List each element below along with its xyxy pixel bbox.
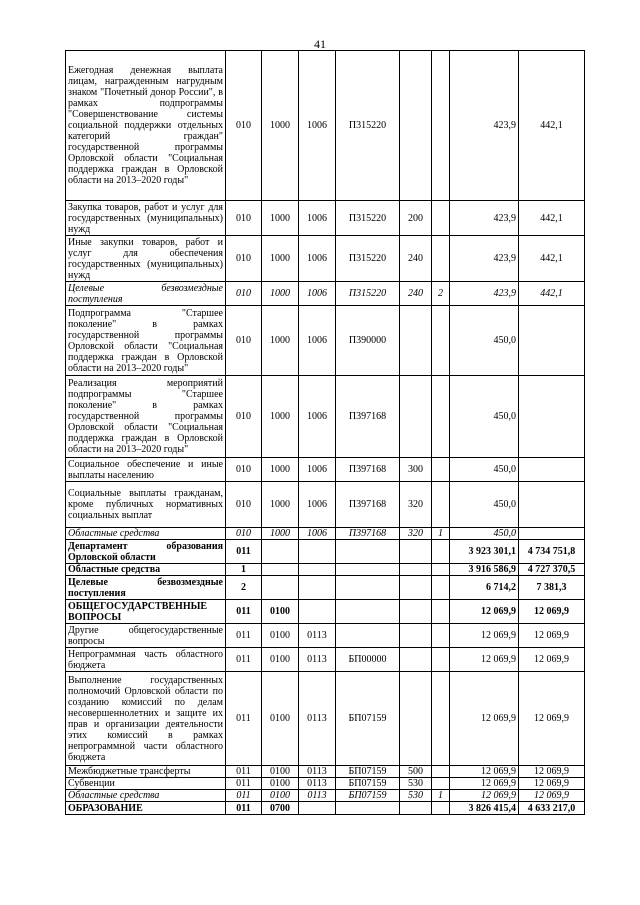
amount-year-2: 12 069,9 — [519, 672, 585, 766]
amount-year-2: 12 069,9 — [519, 648, 585, 672]
expense-type-code — [400, 376, 432, 458]
funding-source-code: 2 — [432, 282, 450, 306]
grbs-code: 2 — [226, 576, 262, 600]
section-code: 1000 — [262, 201, 299, 236]
funding-source-code — [432, 564, 450, 576]
table-row — [66, 540, 585, 564]
expense-type-code — [400, 648, 432, 672]
row-name: Межбюджетные трансферты — [66, 766, 226, 778]
amount-year-1: 3 916 586,9 — [450, 564, 519, 576]
amount-year-2: 12 069,9 — [519, 766, 585, 778]
row-name: Выполнение государственных полномочий Орловской области по созданию комиссий по делам несовершеннолетних и защите их прав и организации деятельности этих комиссий в рамках непрограммной части областного бюджета — [66, 672, 226, 766]
expense-type-code — [400, 802, 432, 815]
funding-source-code — [432, 306, 450, 376]
budget-table-body — [66, 51, 585, 815]
section-code: 0100 — [262, 790, 299, 802]
amount-year-2: 12 069,9 — [519, 790, 585, 802]
amount-year-2: 4 734 751,8 — [519, 540, 585, 564]
table-row — [66, 51, 585, 201]
target-article-code — [336, 564, 400, 576]
expense-type-code: 320 — [400, 528, 432, 540]
amount-year-1: 12 069,9 — [450, 600, 519, 624]
expense-type-code: 320 — [400, 482, 432, 528]
target-article-code: П397168 — [336, 458, 400, 482]
grbs-code: 011 — [226, 672, 262, 766]
subsection-code: 1006 — [299, 201, 336, 236]
funding-source-code: 1 — [432, 528, 450, 540]
grbs-code: 011 — [226, 540, 262, 564]
grbs-code: 011 — [226, 790, 262, 802]
grbs-code: 011 — [226, 648, 262, 672]
section-code: 0100 — [262, 672, 299, 766]
expense-type-code: 530 — [400, 778, 432, 790]
row-name: Социальное обеспечение и иные выплаты населению — [66, 458, 226, 482]
table-row — [66, 600, 585, 624]
amount-year-1: 423,9 — [450, 51, 519, 201]
amount-year-2: 12 069,9 — [519, 600, 585, 624]
expense-type-code: 240 — [400, 236, 432, 282]
grbs-code: 010 — [226, 201, 262, 236]
row-name: Областные средства — [66, 790, 226, 802]
subsection-code: 1006 — [299, 51, 336, 201]
row-name: Ежегодная денежная выплата лицам, награжденным нагрудным знаком "Почетный донор России", в рамках подпрограммы "Совершенствование системы социальной поддержки отдельных категорий граждан" государственной программы Орловской области "Социальная поддержка граждан в Орловской области на 2013–2020 годы" — [66, 51, 226, 201]
row-name: ОБРАЗОВАНИЕ — [66, 802, 226, 815]
amount-year-1: 450,0 — [450, 482, 519, 528]
target-article-code — [336, 624, 400, 648]
amount-year-1: 12 069,9 — [450, 766, 519, 778]
target-article-code: П397168 — [336, 482, 400, 528]
target-article-code: БП07159 — [336, 766, 400, 778]
page-number: 41 — [314, 37, 326, 51]
target-article-code — [336, 802, 400, 815]
amount-year-1: 3 826 415,4 — [450, 802, 519, 815]
target-article-code: П315220 — [336, 282, 400, 306]
section-code: 0100 — [262, 624, 299, 648]
amount-year-2: 12 069,9 — [519, 624, 585, 648]
expense-type-code — [400, 672, 432, 766]
table-row — [66, 576, 585, 600]
amount-year-1: 450,0 — [450, 458, 519, 482]
expense-type-code — [400, 564, 432, 576]
funding-source-code — [432, 672, 450, 766]
target-article-code — [336, 540, 400, 564]
row-name: Закупка товаров, работ и услуг для государственных (муниципальных) нужд — [66, 201, 226, 236]
grbs-code: 010 — [226, 51, 262, 201]
subsection-code: 1006 — [299, 528, 336, 540]
table-row — [66, 766, 585, 778]
expense-type-code: 200 — [400, 201, 432, 236]
target-article-code: П397168 — [336, 376, 400, 458]
expense-type-code — [400, 576, 432, 600]
table-row — [66, 778, 585, 790]
amount-year-2 — [519, 528, 585, 540]
amount-year-1: 450,0 — [450, 376, 519, 458]
table-row — [66, 306, 585, 376]
table-row — [66, 564, 585, 576]
section-code — [262, 576, 299, 600]
table-row — [66, 458, 585, 482]
row-name: Непрограммная часть областного бюджета — [66, 648, 226, 672]
amount-year-2 — [519, 482, 585, 528]
expense-type-code — [400, 306, 432, 376]
section-code: 0100 — [262, 766, 299, 778]
section-code: 1000 — [262, 236, 299, 282]
grbs-code: 011 — [226, 766, 262, 778]
amount-year-1: 450,0 — [450, 528, 519, 540]
funding-source-code — [432, 201, 450, 236]
funding-source-code — [432, 576, 450, 600]
expense-type-code — [400, 624, 432, 648]
grbs-code: 011 — [226, 802, 262, 815]
subsection-code — [299, 540, 336, 564]
funding-source-code — [432, 766, 450, 778]
row-name: Субвенции — [66, 778, 226, 790]
row-name: Социальные выплаты гражданам, кроме публичных нормативных социальных выплат — [66, 482, 226, 528]
section-code: 1000 — [262, 482, 299, 528]
row-name: Целевые безвозмездные поступления — [66, 282, 226, 306]
grbs-code: 010 — [226, 376, 262, 458]
amount-year-2: 442,1 — [519, 236, 585, 282]
grbs-code: 010 — [226, 282, 262, 306]
subsection-code: 1006 — [299, 482, 336, 528]
row-name: ОБЩЕГОСУДАРСТВЕННЫЕ ВОПРОСЫ — [66, 600, 226, 624]
subsection-code: 0113 — [299, 790, 336, 802]
funding-source-code — [432, 376, 450, 458]
amount-year-2: 442,1 — [519, 201, 585, 236]
amount-year-1: 12 069,9 — [450, 672, 519, 766]
subsection-code — [299, 564, 336, 576]
funding-source-code — [432, 540, 450, 564]
table-row — [66, 624, 585, 648]
expense-type-code: 240 — [400, 282, 432, 306]
target-article-code: БП07159 — [336, 672, 400, 766]
table-row — [66, 528, 585, 540]
expense-type-code: 500 — [400, 766, 432, 778]
subsection-code: 0113 — [299, 778, 336, 790]
grbs-code: 010 — [226, 306, 262, 376]
row-name: Департамент образования Орловской области — [66, 540, 226, 564]
target-article-code: БП07159 — [336, 778, 400, 790]
grbs-code: 011 — [226, 624, 262, 648]
target-article-code: П315220 — [336, 201, 400, 236]
target-article-code — [336, 600, 400, 624]
section-code: 1000 — [262, 458, 299, 482]
row-name: Областные средства — [66, 528, 226, 540]
amount-year-1: 12 069,9 — [450, 790, 519, 802]
amount-year-1: 12 069,9 — [450, 648, 519, 672]
row-name: Областные средства — [66, 564, 226, 576]
subsection-code: 1006 — [299, 458, 336, 482]
funding-source-code — [432, 778, 450, 790]
target-article-code: БП07159 — [336, 790, 400, 802]
funding-source-code — [432, 51, 450, 201]
row-name: Подпрограмма "Старшее поколение" в рамках государственной программы Орловской области "Социальная поддержка граждан в Орловской области на 2013–2020 годы" — [66, 306, 226, 376]
subsection-code: 1006 — [299, 306, 336, 376]
subsection-code: 0113 — [299, 624, 336, 648]
section-code: 1000 — [262, 306, 299, 376]
funding-source-code — [432, 458, 450, 482]
amount-year-1: 6 714,2 — [450, 576, 519, 600]
amount-year-2 — [519, 306, 585, 376]
amount-year-2: 7 381,3 — [519, 576, 585, 600]
table-row — [66, 790, 585, 802]
section-code: 0100 — [262, 648, 299, 672]
subsection-code: 1006 — [299, 282, 336, 306]
table-row — [66, 376, 585, 458]
grbs-code: 011 — [226, 778, 262, 790]
table-row — [66, 672, 585, 766]
expense-type-code: 530 — [400, 790, 432, 802]
target-article-code: П397168 — [336, 528, 400, 540]
table-row — [66, 802, 585, 815]
grbs-code: 010 — [226, 458, 262, 482]
grbs-code: 1 — [226, 564, 262, 576]
funding-source-code — [432, 648, 450, 672]
grbs-code: 010 — [226, 528, 262, 540]
amount-year-2: 4 727 370,5 — [519, 564, 585, 576]
target-article-code: П315220 — [336, 51, 400, 201]
grbs-code: 010 — [226, 482, 262, 528]
section-code: 1000 — [262, 376, 299, 458]
amount-year-2: 442,1 — [519, 51, 585, 201]
subsection-code: 1006 — [299, 236, 336, 282]
subsection-code — [299, 802, 336, 815]
budget-table — [65, 50, 585, 815]
table-row — [66, 648, 585, 672]
target-article-code: БП00000 — [336, 648, 400, 672]
subsection-code: 0113 — [299, 648, 336, 672]
row-name: Реализация мероприятий подпрограммы "Старшее поколение" в рамках государственной программы Орловской области "Социальная поддержка граждан в Орловской области на 2013–2020 годы" — [66, 376, 226, 458]
section-code: 0700 — [262, 802, 299, 815]
table-row — [66, 482, 585, 528]
target-article-code: П315220 — [336, 236, 400, 282]
table-row — [66, 282, 585, 306]
table-row — [66, 201, 585, 236]
section-code — [262, 540, 299, 564]
subsection-code: 0113 — [299, 766, 336, 778]
amount-year-2 — [519, 458, 585, 482]
amount-year-1: 423,9 — [450, 201, 519, 236]
expense-type-code — [400, 51, 432, 201]
funding-source-code: 1 — [432, 790, 450, 802]
section-code — [262, 564, 299, 576]
target-article-code — [336, 576, 400, 600]
subsection-code — [299, 576, 336, 600]
section-code: 1000 — [262, 282, 299, 306]
row-name: Иные закупки товаров, работ и услуг для обеспечения государственных (муниципальных) нужд — [66, 236, 226, 282]
target-article-code: П390000 — [336, 306, 400, 376]
section-code: 0100 — [262, 778, 299, 790]
funding-source-code — [432, 482, 450, 528]
funding-source-code — [432, 802, 450, 815]
amount-year-2: 12 069,9 — [519, 778, 585, 790]
subsection-code: 0113 — [299, 672, 336, 766]
row-name: Другие общегосударственные вопросы — [66, 624, 226, 648]
expense-type-code — [400, 600, 432, 624]
amount-year-1: 423,9 — [450, 282, 519, 306]
table-row — [66, 236, 585, 282]
amount-year-1: 423,9 — [450, 236, 519, 282]
funding-source-code — [432, 624, 450, 648]
funding-source-code — [432, 236, 450, 282]
section-code: 1000 — [262, 528, 299, 540]
expense-type-code — [400, 540, 432, 564]
amount-year-1: 3 923 301,1 — [450, 540, 519, 564]
subsection-code: 1006 — [299, 376, 336, 458]
amount-year-1: 12 069,9 — [450, 778, 519, 790]
amount-year-1: 12 069,9 — [450, 624, 519, 648]
amount-year-2 — [519, 376, 585, 458]
expense-type-code: 300 — [400, 458, 432, 482]
amount-year-1: 450,0 — [450, 306, 519, 376]
amount-year-2: 442,1 — [519, 282, 585, 306]
amount-year-2: 4 633 217,0 — [519, 802, 585, 815]
section-code: 1000 — [262, 51, 299, 201]
grbs-code: 011 — [226, 600, 262, 624]
subsection-code — [299, 600, 336, 624]
funding-source-code — [432, 600, 450, 624]
section-code: 0100 — [262, 600, 299, 624]
grbs-code: 010 — [226, 236, 262, 282]
row-name: Целевые безвозмездные поступления — [66, 576, 226, 600]
